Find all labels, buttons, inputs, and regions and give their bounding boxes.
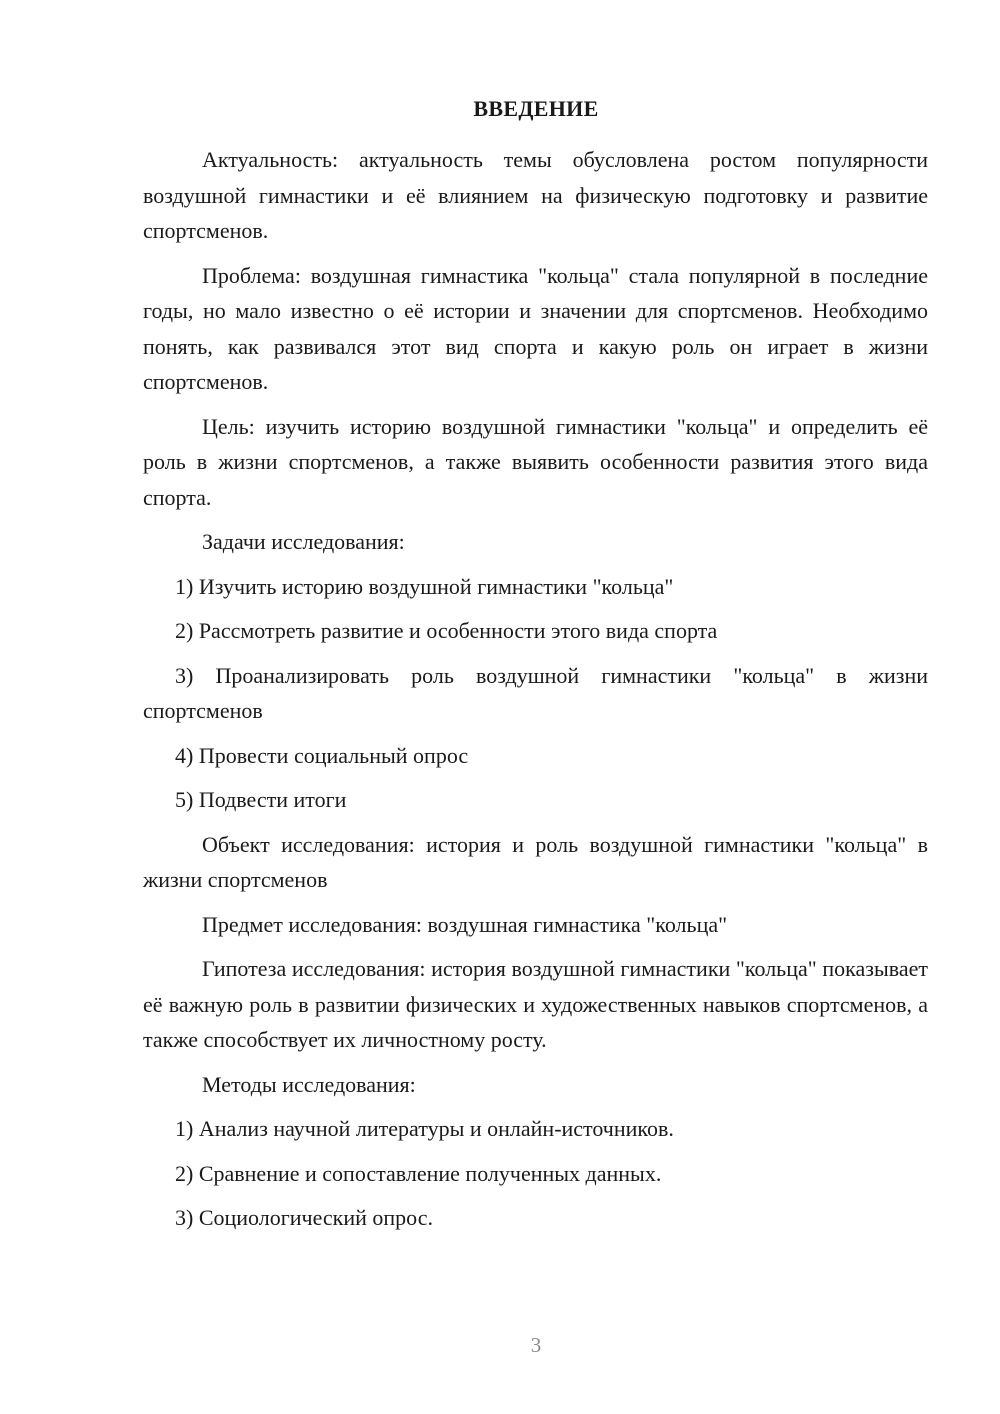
hypothesis-paragraph: Гипотеза исследования: история воздушной гимнастики "кольца" показывает её важную роль в развитии физических и художественных навыков спортсменов, а также способствует их личностному росту. <box>143 956 928 1052</box>
task-item: 2) Рассмотреть развитие и особенности этого вида спорта <box>175 618 718 643</box>
task-item: 1) Изучить историю воздушной гимнастики "кольца" <box>175 573 674 599</box>
task-item: 3) Проанализировать роль воздушной гимнастики "кольца" в жизни спортсменов <box>143 662 928 723</box>
relevance-paragraph: Актуальность: актуальность темы обусловлена ростом популярности воздушной гимнастики и её влиянием на физическую подготовку и развитие спортсменов. <box>143 147 928 243</box>
method-item: 3) Социологический опрос. <box>175 1205 433 1230</box>
method-item: 1) Анализ научной литературы и онлайн-источников. <box>175 1116 674 1141</box>
page-body <box>143 142 928 1236</box>
page-title: ВВЕДЕНИЕ <box>473 96 599 121</box>
tasks-title: Задачи исследования: <box>202 529 405 554</box>
method-item: 2) Сравнение и сопоставление полученных данных. <box>175 1160 662 1186</box>
methods-title: Методы исследования: <box>202 1071 416 1097</box>
page-number: 3 <box>530 1333 542 1357</box>
object-paragraph: Объект исследования: история и роль воздушной гимнастики "кольца" в жизни спортсменов <box>143 831 928 892</box>
task-item: 4) Провести социальный опрос <box>175 742 469 768</box>
task-item: 5) Подвести итоги <box>175 787 347 812</box>
problem-paragraph: Проблема: воздушная гимнастика "кольца" стала популярной в последние годы, но мало известно о её истории и значении для спортсменов. Необходимо понять, как развивался этот вид спорта и какую роль он играет в жизни спортсменов. <box>143 262 928 394</box>
subject-paragraph: Предмет исследования: воздушная гимнастика "кольца" <box>202 911 728 937</box>
goal-paragraph: Цель: изучить историю воздушной гимнастики "кольца" и определить её роль в жизни спортсменов, а также выявить особенности развития этого вида спорта. <box>143 413 928 510</box>
